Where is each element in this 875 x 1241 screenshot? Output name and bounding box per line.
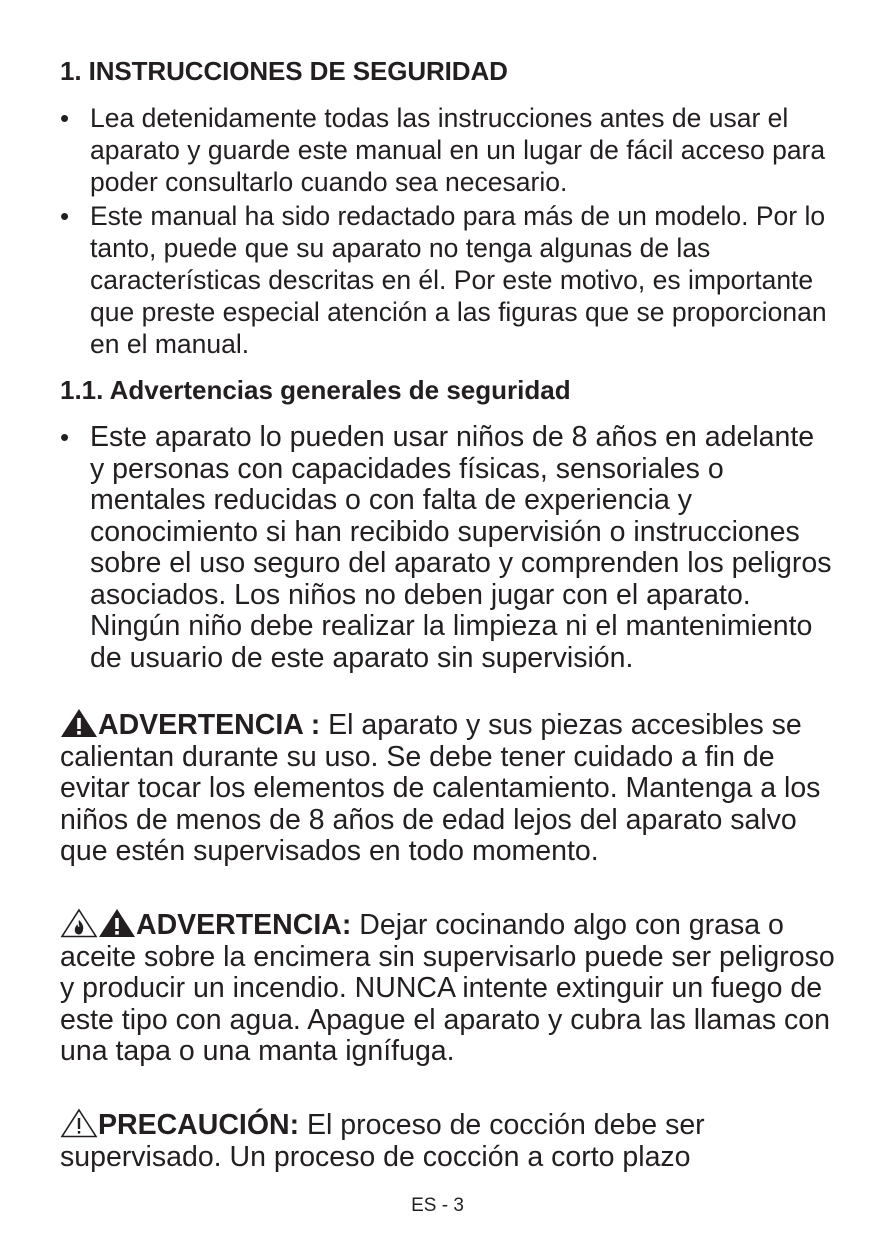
caution-label: PRECAUCIÓN: xyxy=(98,1109,300,1141)
list-item-text: Este manual ha sido redactado para más de un modelo. Por lo tanto, puede que su aparato no tenga algunas de las características descritas en él. Por este motivo, es importante que preste especial atención a las figuras que se proporcionan en el manual. xyxy=(90,201,827,359)
bullet-icon: • xyxy=(60,422,70,452)
list-item-text: Este aparato lo pueden usar niños de 8 años en adelante y personas con capacidades físicas, sensoriales o mentales reducidas o con falta de experiencia y conocimiento si han recibido supervisión o instrucciones sobre el uso seguro del aparato y comprenden los peligros asociados. Los niños no deben jugar con el aparato. Ningún niño debe realizar la limpieza ni el mantenimiento de usuario de este aparato sin supervisión. xyxy=(90,421,832,674)
fire-hazard-icon xyxy=(60,908,98,938)
caution-icon xyxy=(60,1108,98,1138)
safety-instructions-list xyxy=(60,102,835,362)
subsection-title: 1.1. Advertencias generales de seguridad xyxy=(60,375,571,405)
bullet-icon: • xyxy=(60,201,70,231)
page-number: ES - 3 xyxy=(411,1195,464,1216)
caution-text: El proceso de cocción debe ser supervisado. Un proceso de cocción a corto plazo xyxy=(60,1109,705,1173)
list-item xyxy=(60,422,835,674)
general-warnings-list xyxy=(60,422,835,674)
warning-label: ADVERTENCIA : xyxy=(98,709,321,741)
warning-icon xyxy=(60,708,98,738)
caution-note xyxy=(60,1108,835,1173)
warning-text: El aparato y sus piezas accesibles se calientan durante su uso. Se debe tener cuidado a fin de evitar tocar los elementos de calentamiento. Mantenga a los niños de menos de 8 años de edad lejos del aparato salvo que estén supervisados en todo momento. xyxy=(60,709,821,867)
section-title: 1. INSTRUCCIONES DE SEGURIDAD xyxy=(60,56,508,86)
hot-surface-warning xyxy=(60,708,835,868)
list-item-text: Lea detenidamente todas las instrucciones antes de usar el aparato y guarde este manual en un lugar de fácil acceso para poder consultarlo cuando sea necesario. xyxy=(90,103,826,197)
warning-text: Dejar cocinando algo con grasa o aceite sobre la encimera sin supervisarlo puede ser peligroso y producir un incendio. NUNCA intente extinguir un fuego de este tipo con agua. Apague el aparato y cubra las llamas con una tapa o una manta ignífuga. xyxy=(60,909,835,1067)
list-item xyxy=(60,102,835,198)
bullet-icon: • xyxy=(60,103,70,133)
fire-warning xyxy=(60,908,835,1068)
list-item xyxy=(60,200,835,360)
warning-icon xyxy=(98,908,136,938)
warning-label: ADVERTENCIA: xyxy=(136,909,352,941)
